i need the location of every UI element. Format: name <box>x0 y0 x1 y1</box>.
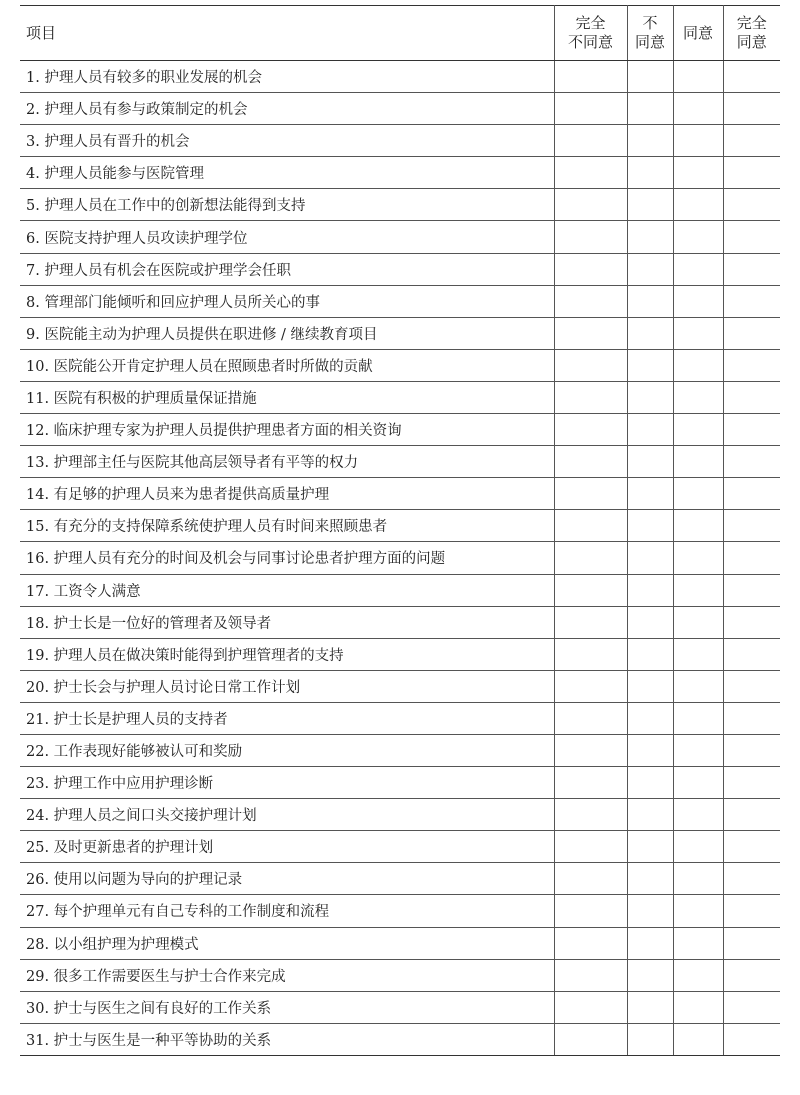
response-cell-strongly-agree[interactable] <box>723 991 780 1023</box>
table-row <box>20 542 780 574</box>
response-cell-strongly-disagree[interactable] <box>554 799 627 831</box>
item-text: 22. 工作表现好能够被认可和奖励 <box>20 734 554 766</box>
response-cell-agree[interactable] <box>673 317 723 349</box>
response-cell-strongly-disagree[interactable] <box>554 702 627 734</box>
item-text: 5. 护理人员在工作中的创新想法能得到支持 <box>20 189 554 221</box>
response-cell-agree[interactable] <box>673 670 723 702</box>
response-cell-disagree[interactable] <box>627 61 673 93</box>
response-cell-disagree[interactable] <box>627 927 673 959</box>
response-cell-strongly-disagree[interactable] <box>554 510 627 542</box>
table-row <box>20 1023 780 1055</box>
item-text: 8. 管理部门能倾听和回应护理人员所关心的事 <box>20 285 554 317</box>
item-text: 26. 使用以问题为导向的护理记录 <box>20 863 554 895</box>
table-row <box>20 574 780 606</box>
item-text: 24. 护理人员之间口头交接护理计划 <box>20 799 554 831</box>
response-cell-strongly-agree[interactable] <box>723 478 780 510</box>
response-cell-strongly-disagree[interactable] <box>554 863 627 895</box>
table-row <box>20 317 780 349</box>
response-cell-strongly-agree[interactable] <box>723 93 780 125</box>
response-cell-strongly-disagree[interactable] <box>554 317 627 349</box>
table-row <box>20 189 780 221</box>
survey-body <box>20 61 780 1056</box>
response-cell-disagree[interactable] <box>627 606 673 638</box>
response-cell-strongly-disagree[interactable] <box>554 1023 627 1055</box>
item-text: 6. 医院支持护理人员攻读护理学位 <box>20 221 554 253</box>
response-cell-strongly-agree[interactable] <box>723 189 780 221</box>
response-cell-strongly-disagree[interactable] <box>554 253 627 285</box>
response-cell-agree[interactable] <box>673 381 723 413</box>
response-cell-strongly-agree[interactable] <box>723 734 780 766</box>
response-cell-agree[interactable] <box>673 734 723 766</box>
table-row <box>20 734 780 766</box>
response-cell-strongly-disagree[interactable] <box>554 478 627 510</box>
response-cell-strongly-agree[interactable] <box>723 670 780 702</box>
response-cell-disagree[interactable] <box>627 895 673 927</box>
response-cell-strongly-disagree[interactable] <box>554 221 627 253</box>
header-disagree-line1: 不 <box>642 14 658 32</box>
table-row <box>20 510 780 542</box>
item-text: 13. 护理部主任与医院其他高层领导者有平等的权力 <box>20 446 554 478</box>
table-row <box>20 959 780 991</box>
item-text: 4. 护理人员能参与医院管理 <box>20 157 554 189</box>
header-agree <box>673 6 723 61</box>
response-cell-agree[interactable] <box>673 510 723 542</box>
response-cell-agree[interactable] <box>673 1023 723 1055</box>
response-cell-strongly-disagree[interactable] <box>554 831 627 863</box>
table-row <box>20 638 780 670</box>
response-cell-agree[interactable] <box>673 895 723 927</box>
header-strongly-disagree-line1: 完全 <box>575 14 606 32</box>
response-cell-agree[interactable] <box>673 478 723 510</box>
response-cell-strongly-agree[interactable] <box>723 414 780 446</box>
item-text: 19. 护理人员在做决策时能得到护理管理者的支持 <box>20 638 554 670</box>
response-cell-strongly-agree[interactable] <box>723 959 780 991</box>
response-cell-agree[interactable] <box>673 991 723 1023</box>
item-text: 18. 护士长是一位好的管理者及领导者 <box>20 606 554 638</box>
item-text: 30. 护士与医生之间有良好的工作关系 <box>20 991 554 1023</box>
response-cell-agree[interactable] <box>673 189 723 221</box>
item-text: 7. 护理人员有机会在医院或护理学会任职 <box>20 253 554 285</box>
response-cell-strongly-disagree[interactable] <box>554 157 627 189</box>
response-cell-strongly-disagree[interactable] <box>554 414 627 446</box>
response-cell-disagree[interactable] <box>627 125 673 157</box>
response-cell-strongly-agree[interactable] <box>723 831 780 863</box>
response-cell-strongly-agree[interactable] <box>723 702 780 734</box>
response-cell-disagree[interactable] <box>627 991 673 1023</box>
table-row <box>20 446 780 478</box>
response-cell-strongly-agree[interactable] <box>723 317 780 349</box>
response-cell-strongly-agree[interactable] <box>723 895 780 927</box>
table-row <box>20 991 780 1023</box>
table-row <box>20 61 780 93</box>
table-row <box>20 253 780 285</box>
response-cell-strongly-disagree[interactable] <box>554 767 627 799</box>
item-text: 31. 护士与医生是一种平等协助的关系 <box>20 1023 554 1055</box>
response-cell-strongly-disagree[interactable] <box>554 349 627 381</box>
response-cell-disagree[interactable] <box>627 253 673 285</box>
item-text: 17. 工资令人满意 <box>20 574 554 606</box>
response-cell-strongly-agree[interactable] <box>723 446 780 478</box>
response-cell-disagree[interactable] <box>627 414 673 446</box>
response-cell-disagree[interactable] <box>627 221 673 253</box>
response-cell-strongly-disagree[interactable] <box>554 285 627 317</box>
response-cell-disagree[interactable] <box>627 799 673 831</box>
item-text: 25. 及时更新患者的护理计划 <box>20 831 554 863</box>
response-cell-strongly-disagree[interactable] <box>554 93 627 125</box>
response-cell-strongly-agree[interactable] <box>723 927 780 959</box>
response-cell-strongly-disagree[interactable] <box>554 446 627 478</box>
item-text: 12. 临床护理专家为护理人员提供护理患者方面的相关资询 <box>20 414 554 446</box>
response-cell-disagree[interactable] <box>627 767 673 799</box>
response-cell-strongly-agree[interactable] <box>723 221 780 253</box>
survey-table <box>20 5 780 1056</box>
response-cell-agree[interactable] <box>673 285 723 317</box>
table-row <box>20 381 780 413</box>
table-row <box>20 349 780 381</box>
table-row <box>20 125 780 157</box>
header-agree-line1: 同意 <box>682 23 713 42</box>
response-cell-agree[interactable] <box>673 157 723 189</box>
response-cell-disagree[interactable] <box>627 574 673 606</box>
response-cell-strongly-agree[interactable] <box>723 349 780 381</box>
response-cell-strongly-disagree[interactable] <box>554 606 627 638</box>
response-cell-agree[interactable] <box>673 606 723 638</box>
response-cell-strongly-disagree[interactable] <box>554 61 627 93</box>
response-cell-disagree[interactable] <box>627 1023 673 1055</box>
response-cell-strongly-agree[interactable] <box>723 574 780 606</box>
header-item: 项目 <box>20 6 554 61</box>
table-row <box>20 702 780 734</box>
response-cell-agree[interactable] <box>673 253 723 285</box>
table-row <box>20 285 780 317</box>
response-cell-strongly-disagree[interactable] <box>554 189 627 221</box>
response-cell-disagree[interactable] <box>627 157 673 189</box>
item-text: 15. 有充分的支持保障系统使护理人员有时间来照顾患者 <box>20 510 554 542</box>
response-cell-disagree[interactable] <box>627 189 673 221</box>
response-cell-agree[interactable] <box>673 414 723 446</box>
table-row <box>20 799 780 831</box>
response-cell-strongly-disagree[interactable] <box>554 638 627 670</box>
response-cell-strongly-agree[interactable] <box>723 638 780 670</box>
response-cell-strongly-agree[interactable] <box>723 253 780 285</box>
item-text: 28. 以小组护理为护理模式 <box>20 927 554 959</box>
table-row <box>20 895 780 927</box>
item-text: 21. 护士长是护理人员的支持者 <box>20 702 554 734</box>
response-cell-strongly-disagree[interactable] <box>554 542 627 574</box>
response-cell-disagree[interactable] <box>627 93 673 125</box>
response-cell-strongly-disagree[interactable] <box>554 734 627 766</box>
response-cell-strongly-agree[interactable] <box>723 606 780 638</box>
response-cell-strongly-agree[interactable] <box>723 863 780 895</box>
response-cell-agree[interactable] <box>673 574 723 606</box>
item-text: 14. 有足够的护理人员来为患者提供高质量护理 <box>20 478 554 510</box>
response-cell-agree[interactable] <box>673 959 723 991</box>
response-cell-strongly-agree[interactable] <box>723 767 780 799</box>
response-cell-strongly-agree[interactable] <box>723 157 780 189</box>
response-cell-agree[interactable] <box>673 831 723 863</box>
response-cell-disagree[interactable] <box>627 317 673 349</box>
item-text: 29. 很多工作需要医生与护士合作来完成 <box>20 959 554 991</box>
table-row <box>20 831 780 863</box>
table-row <box>20 767 780 799</box>
response-cell-agree[interactable] <box>673 863 723 895</box>
header-strongly-agree <box>723 6 780 61</box>
response-cell-disagree[interactable] <box>627 285 673 317</box>
response-cell-agree[interactable] <box>673 799 723 831</box>
header-strongly-disagree <box>554 6 627 61</box>
response-cell-agree[interactable] <box>673 446 723 478</box>
response-cell-strongly-disagree[interactable] <box>554 959 627 991</box>
table-row <box>20 157 780 189</box>
item-text: 1. 护理人员有较多的职业发展的机会 <box>20 61 554 93</box>
response-cell-agree[interactable] <box>673 93 723 125</box>
response-cell-agree[interactable] <box>673 767 723 799</box>
response-cell-strongly-agree[interactable] <box>723 510 780 542</box>
response-cell-disagree[interactable] <box>627 734 673 766</box>
response-cell-agree[interactable] <box>673 349 723 381</box>
item-text: 3. 护理人员有晋升的机会 <box>20 125 554 157</box>
table-row <box>20 927 780 959</box>
response-cell-agree[interactable] <box>673 927 723 959</box>
response-cell-agree[interactable] <box>673 702 723 734</box>
response-cell-agree[interactable] <box>673 542 723 574</box>
header-strongly-agree-line1: 完全 <box>736 14 767 32</box>
response-cell-strongly-disagree[interactable] <box>554 574 627 606</box>
response-cell-disagree[interactable] <box>627 349 673 381</box>
item-text: 16. 护理人员有充分的时间及机会与同事讨论患者护理方面的问题 <box>20 542 554 574</box>
item-text: 9. 医院能主动为护理人员提供在职进修 / 继续教育项目 <box>20 317 554 349</box>
table-row <box>20 863 780 895</box>
header-strongly-disagree-line2: 不同意 <box>567 33 613 51</box>
response-cell-agree[interactable] <box>673 61 723 93</box>
response-cell-disagree[interactable] <box>627 542 673 574</box>
response-cell-disagree[interactable] <box>627 510 673 542</box>
response-cell-strongly-disagree[interactable] <box>554 670 627 702</box>
header-disagree-line2: 同意 <box>634 33 665 51</box>
response-cell-strongly-agree[interactable] <box>723 542 780 574</box>
response-cell-strongly-disagree[interactable] <box>554 895 627 927</box>
response-cell-strongly-agree[interactable] <box>723 381 780 413</box>
header-disagree <box>627 6 673 61</box>
item-text: 2. 护理人员有参与政策制定的机会 <box>20 93 554 125</box>
response-cell-disagree[interactable] <box>627 702 673 734</box>
header-strongly-agree-line2: 同意 <box>736 33 767 51</box>
response-cell-strongly-agree[interactable] <box>723 61 780 93</box>
response-cell-strongly-agree[interactable] <box>723 1023 780 1055</box>
response-cell-agree[interactable] <box>673 125 723 157</box>
response-cell-strongly-disagree[interactable] <box>554 927 627 959</box>
response-cell-strongly-disagree[interactable] <box>554 991 627 1023</box>
response-cell-disagree[interactable] <box>627 863 673 895</box>
table-row <box>20 478 780 510</box>
item-text: 20. 护士长会与护理人员讨论日常工作计划 <box>20 670 554 702</box>
table-row <box>20 606 780 638</box>
response-cell-disagree[interactable] <box>627 831 673 863</box>
response-cell-agree[interactable] <box>673 221 723 253</box>
response-cell-agree[interactable] <box>673 638 723 670</box>
table-header-row <box>20 6 780 61</box>
response-cell-strongly-disagree[interactable] <box>554 125 627 157</box>
response-cell-strongly-disagree[interactable] <box>554 381 627 413</box>
item-text: 10. 医院能公开肯定护理人员在照顾患者时所做的贡献 <box>20 349 554 381</box>
table-row <box>20 93 780 125</box>
response-cell-disagree[interactable] <box>627 446 673 478</box>
item-text: 23. 护理工作中应用护理诊断 <box>20 767 554 799</box>
table-row <box>20 670 780 702</box>
response-cell-disagree[interactable] <box>627 381 673 413</box>
response-cell-strongly-agree[interactable] <box>723 125 780 157</box>
response-cell-strongly-agree[interactable] <box>723 799 780 831</box>
item-text: 27. 每个护理单元有自己专科的工作制度和流程 <box>20 895 554 927</box>
response-cell-disagree[interactable] <box>627 638 673 670</box>
response-cell-disagree[interactable] <box>627 478 673 510</box>
item-text: 11. 医院有积极的护理质量保证措施 <box>20 381 554 413</box>
response-cell-strongly-agree[interactable] <box>723 285 780 317</box>
table-row <box>20 414 780 446</box>
response-cell-disagree[interactable] <box>627 959 673 991</box>
table-row <box>20 221 780 253</box>
response-cell-disagree[interactable] <box>627 670 673 702</box>
